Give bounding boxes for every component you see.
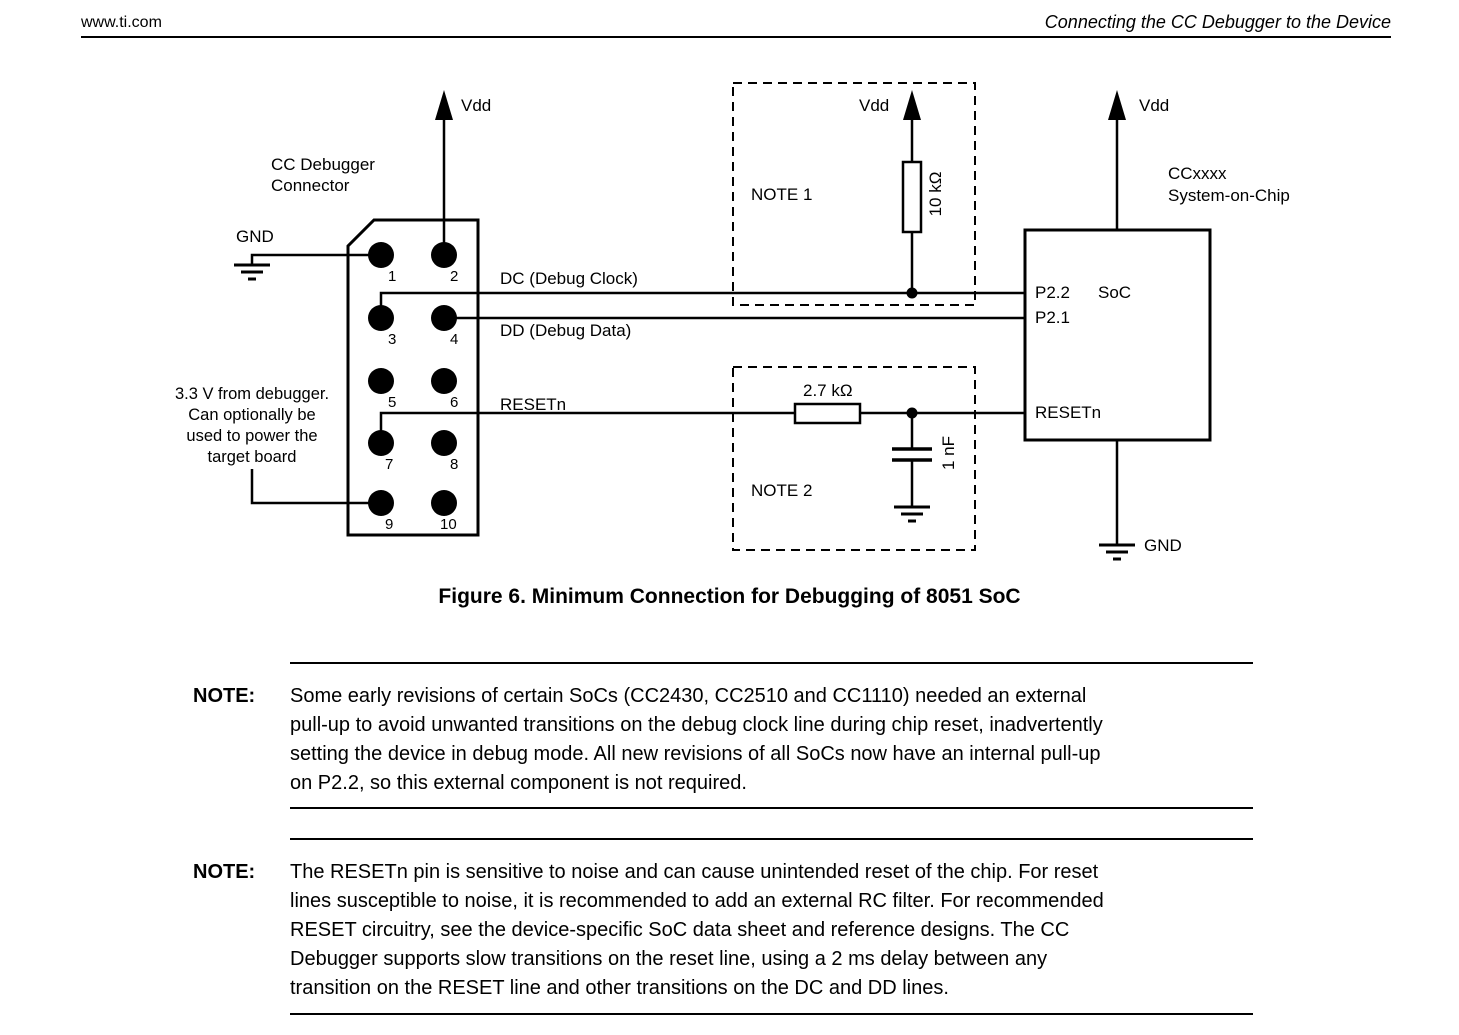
vdd-arrow-note1-icon xyxy=(903,90,921,120)
power-note-line1: 3.3 V from debugger. xyxy=(174,385,330,403)
note2-text-line: transition on the RESET line and other transitions on the DC and DD lines. xyxy=(290,977,949,999)
note2-text-line: Debugger supports slow transitions on the reset line, using a 2 ms delay between any xyxy=(290,948,1048,970)
pin-number-2: 2 xyxy=(450,268,459,285)
dc-signal-label: DC (Debug Clock) xyxy=(500,269,638,288)
resistor-10k xyxy=(903,162,921,232)
capacitor-1nf-value: 1 nF xyxy=(939,435,958,471)
pin-9 xyxy=(368,490,394,516)
chip-name-line1: CCxxxx xyxy=(1168,164,1227,183)
reset-signal-label: RESETn xyxy=(500,395,567,414)
power-note xyxy=(160,384,344,468)
pin-5 xyxy=(368,368,394,394)
note2-rule-top xyxy=(290,838,1253,840)
note1-text-line: on P2.2, so this external component is not required. xyxy=(290,772,747,794)
connector-title-line2: Connector xyxy=(271,176,350,195)
figure-caption: Figure 6. Minimum Connection for Debugging of 8051 SoC xyxy=(438,585,1021,608)
vdd-connector-label: Vdd xyxy=(461,96,492,115)
gnd-soc-label: GND xyxy=(1144,536,1182,555)
pin-1 xyxy=(368,242,394,268)
note2-text-line: The RESETn pin is sensitive to noise and can cause unintended reset of the chip. For reset xyxy=(290,861,1099,883)
resistor-2k7-value: 2.7 kΩ xyxy=(803,381,853,400)
note2-text xyxy=(290,858,1295,1003)
chip-name xyxy=(1168,163,1290,207)
power-note-line4: target board xyxy=(207,448,297,466)
note1-text xyxy=(290,682,1295,798)
vdd-soc-label: Vdd xyxy=(1139,96,1170,115)
pin-number-9: 9 xyxy=(385,516,394,533)
soc-core-label: SoC xyxy=(1098,283,1132,302)
note2-label: NOTE: xyxy=(193,861,256,883)
soc-pin-p21-label: P2.1 xyxy=(1035,308,1070,327)
note1-box-label: NOTE 1 xyxy=(751,185,813,204)
chip-name-line2: System-on-Chip xyxy=(1168,186,1290,205)
pin-number-7: 7 xyxy=(385,456,394,473)
note2-text-line: lines susceptible to noise, it is recommended to add an external RC filter. For recommended xyxy=(290,890,1104,912)
vdd-arrow-soc-icon xyxy=(1108,90,1126,120)
pin-number-8: 8 xyxy=(450,456,459,473)
note2-text-line: RESET circuitry, see the device-specific SoC data sheet and reference designs. The CC xyxy=(290,919,1070,941)
pin-number-6: 6 xyxy=(450,394,459,411)
pin-7 xyxy=(368,430,394,456)
pin-8 xyxy=(431,430,457,456)
pin-number-1: 1 xyxy=(388,268,397,285)
vdd-note1-label: Vdd xyxy=(859,96,890,115)
note1-label: NOTE: xyxy=(193,685,256,707)
pin-number-5: 5 xyxy=(388,394,397,411)
power-note-line3: used to power the xyxy=(186,427,318,445)
soc-pin-reset-label: RESETn xyxy=(1035,403,1102,422)
pin-number-3: 3 xyxy=(388,331,397,348)
pin-number-10: 10 xyxy=(440,516,457,533)
section-title: Connecting the CC Debugger to the Device xyxy=(1044,12,1391,32)
vdd-arrow-connector-icon xyxy=(435,90,453,120)
pin-number-4: 4 xyxy=(450,331,459,348)
resistor-2k7 xyxy=(795,404,860,423)
note1-rule-bottom xyxy=(290,807,1253,809)
dd-signal-label: DD (Debug Data) xyxy=(500,321,632,340)
note1-text-line: Some early revisions of certain SoCs (CC2430, CC2510 and CC1110) needed an external xyxy=(290,685,1087,707)
pin-6 xyxy=(431,368,457,394)
site-url: www.ti.com xyxy=(81,14,162,31)
pin-4 xyxy=(431,305,457,331)
note1-rule-top xyxy=(290,662,1253,664)
connector-title-line1: CC Debugger xyxy=(271,155,375,174)
gnd-left-label: GND xyxy=(236,227,274,246)
resistor-10k-value: 10 kΩ xyxy=(926,171,945,217)
note1-text-line: pull-up to avoid unwanted transitions on the debug clock line during chip reset, inadvertently xyxy=(290,714,1103,736)
connector-title xyxy=(271,154,375,196)
note1-text-line: setting the device in debug mode. All new revisions of all SoCs now have an internal pull-up xyxy=(290,743,1101,765)
junction-dot-dc xyxy=(907,288,918,299)
power-note-line2: Can optionally be xyxy=(188,406,316,424)
connector-outline xyxy=(348,220,478,535)
pin-2 xyxy=(431,242,457,268)
note2-rule-bottom xyxy=(290,1013,1253,1015)
pin-3 xyxy=(368,305,394,331)
pin-10 xyxy=(431,490,457,516)
note2-box-label: NOTE 2 xyxy=(751,481,813,500)
soc-pin-p22-label: P2.2 xyxy=(1035,283,1070,302)
